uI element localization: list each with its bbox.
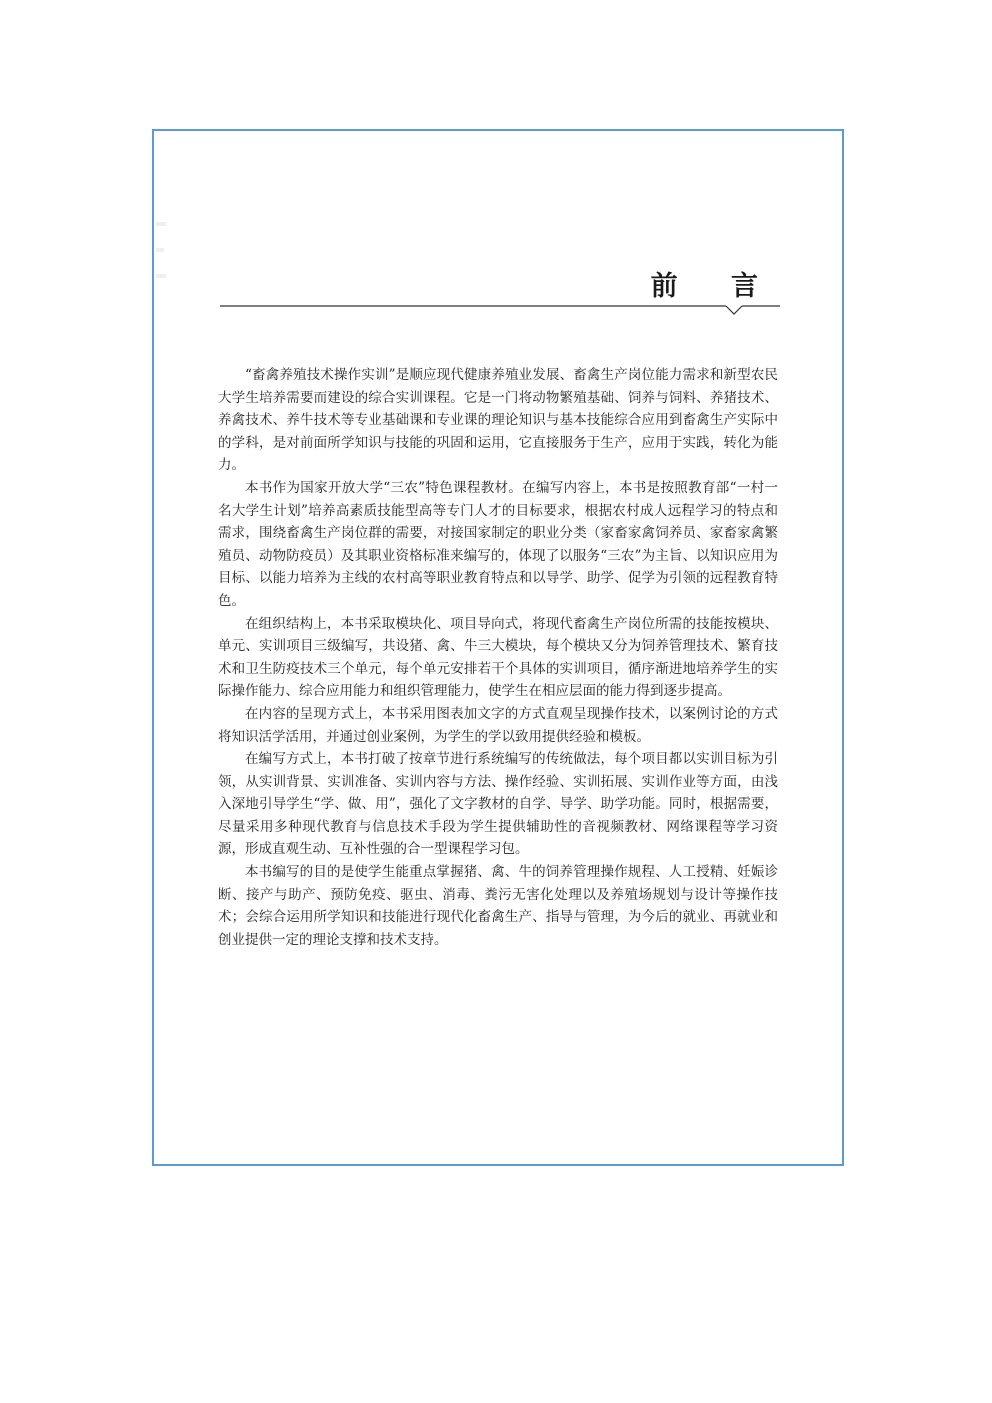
title-rule [220,303,780,317]
paragraph: 在编写方式上，本书打破了按章节进行系统编写的传统做法，每个项目都以实训目标为引领，从实训背景、实训准备、实训内容与方法、操作经验、实训拓展、实训作业等方面，由浅入深地引导学生“学、做、用”，强化了文字教材的自学、导学、助学功能。同时，根据需要，尽量采用多种现代教育与信息技术手段为学生提供辅助性的音视频教材、网络课程等学习资源，形成直观生动、互补性强的合一型课程学习包。 [218,751,778,858]
scan-artifact [156,222,166,226]
paragraph: 本书编写的目的是使学生能重点掌握猪、禽、牛的饲养管理操作规程、人工授精、妊娠诊断、接产与助产、预防免疫、驱虫、消毒、粪污无害化处理以及养殖场规划与设计等操作技术；会综合运用所学知识和技能进行现代化畜禽生产、指导与管理，为今后的就业、再就业和创业提供一定的理论支撑和技术支持。 [218,864,778,948]
paragraph: 在内容的呈现方式上，本书采用图表加文字的方式直观呈现操作技术，以案例讨论的方式将知识活学活用，并通过创业案例，为学生的学以致用提供经验和模板。 [218,705,778,745]
scan-artifact [156,274,166,278]
paragraph: “畜禽养殖技术操作实训”是顺应现代健康养殖业发展、畜禽生产岗位能力需求和新型农民大学生培养需要而建设的综合实训课程。它是一门将动物繁殖基础、饲养与饲料、养猪技术、养禽技术、养牛技术等专业基础课和专业课的理论知识与基本技能综合应用到畜禽生产实际中的学科，是对前面所学知识与技能的巩固和运用，它直接服务于生产，应用于实践，转化为能力。 [218,367,778,474]
page-title: 前 言 [650,271,780,302]
paragraph: 本书作为国家开放大学“三农”特色课程教材。在编写内容上，本书是按照教育部“一村一名大学生计划”培养高素质技能型高等专门人才的目标要求，根据农村成人远程学习的特点和需求，围绕畜禽生产岗位群的需要，对接国家制定的职业分类（家畜家禽饲养员、家畜家禽繁殖员、动物防疫员）及其职业资格标准来编写的，体现了以服务“三农”为主旨、以知识应用为目标、以能力培养为主线的农村高等职业教育特点和以导学、助学、促学为引领的远程教育特色。 [218,479,778,609]
scan-artifact [156,248,164,252]
preface-body [218,364,778,951]
paragraph: 在组织结构上，本书采取模块化、项目导向式，将现代畜禽生产岗位所需的技能按模块、单元、实训项目三级编写，共设猪、禽、牛三大模块，每个模块又分为饲养管理技术、繁育技术和卫生防疫技术三个单元，每个单元安排若干个具体的实训项目，循序渐进地培养学生的实际操作能力、综合应用能力和组织管理能力，使学生在相应层面的能力得到逐步提高。 [218,615,778,700]
